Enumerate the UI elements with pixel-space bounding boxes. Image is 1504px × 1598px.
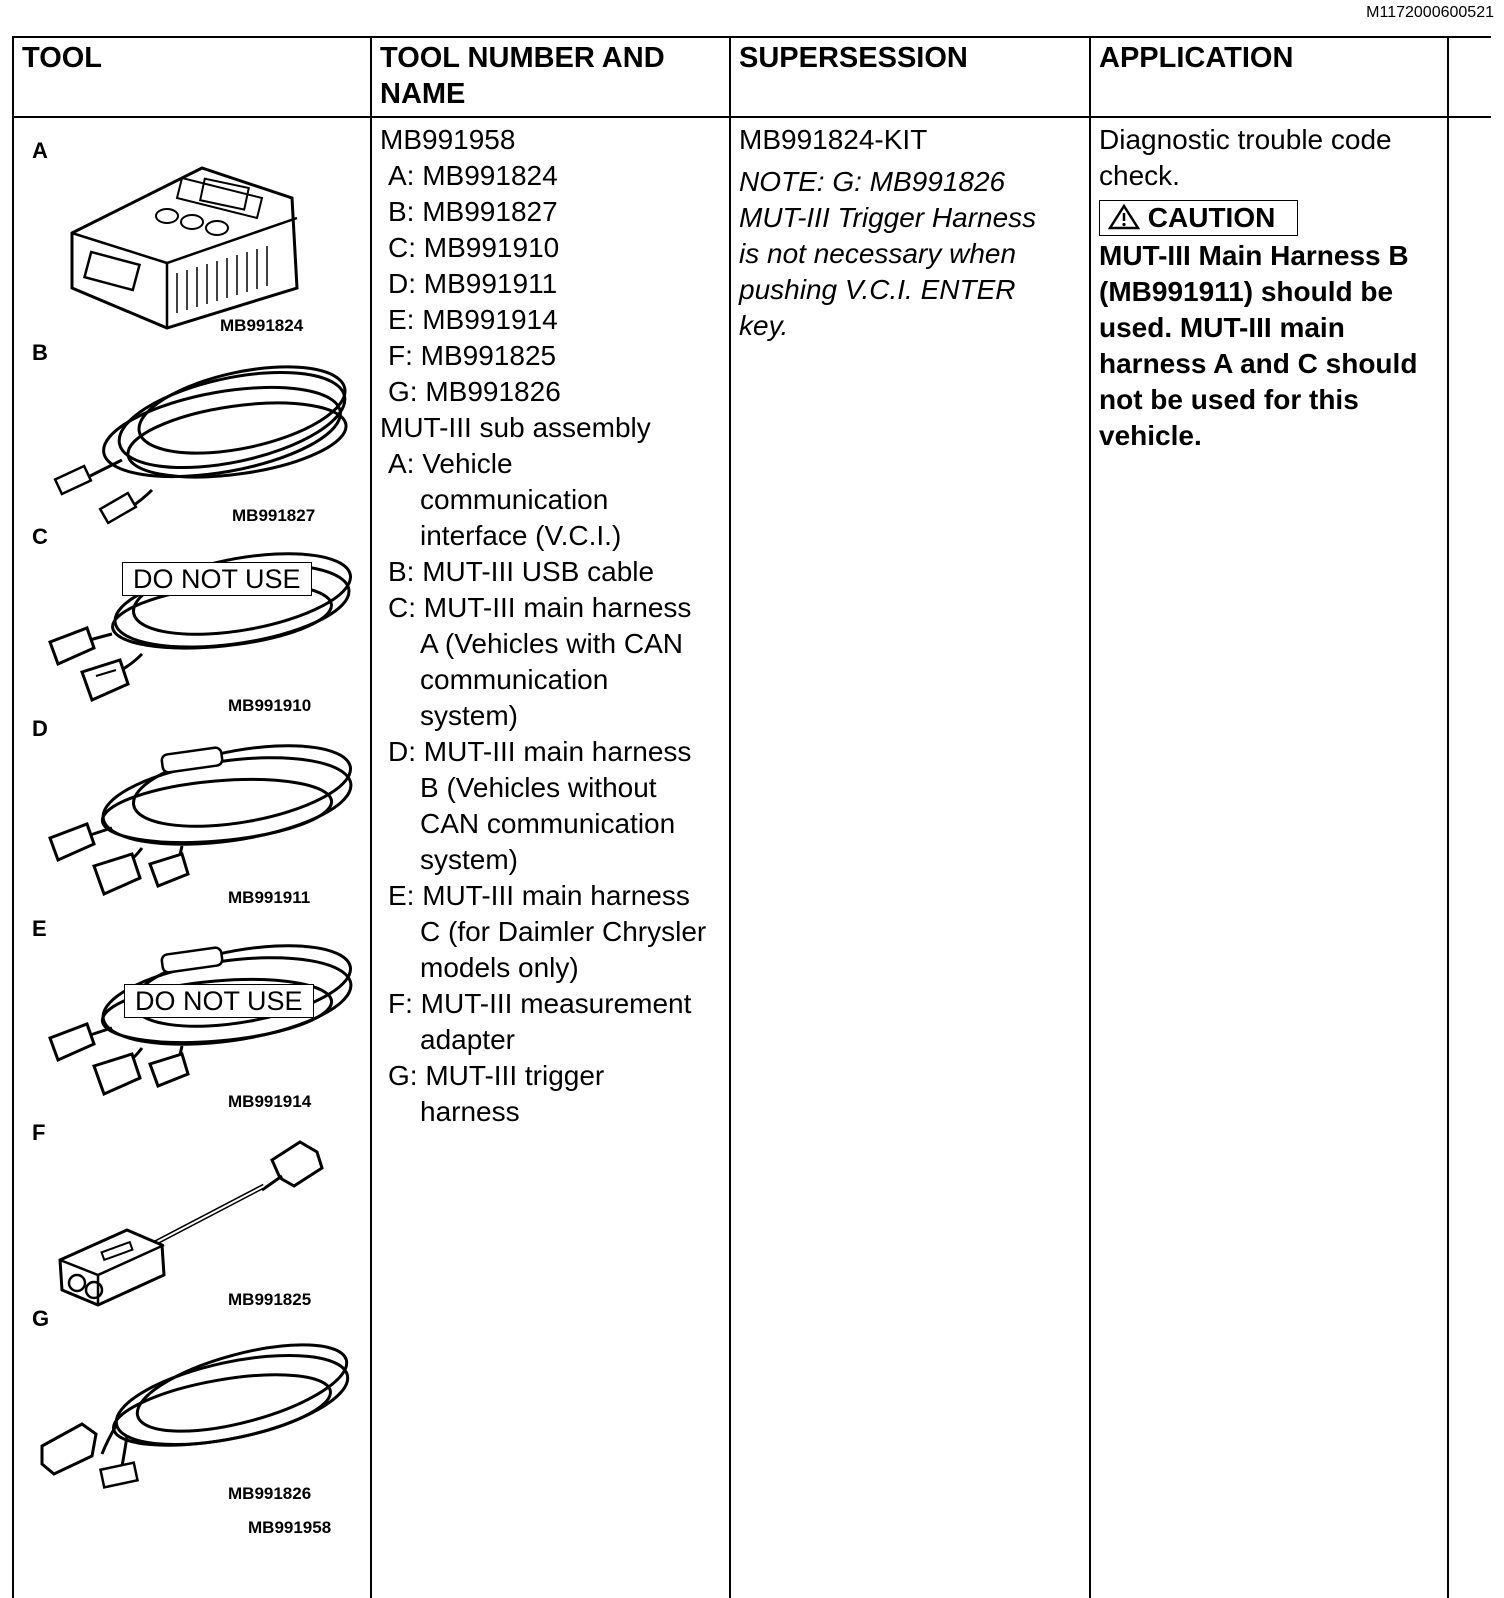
tool-letter: B <box>32 340 48 365</box>
list-item-continuation: C (for Daimler Chrysler <box>420 916 707 947</box>
list-item: C: MUT-III main harness <box>388 592 692 623</box>
main-harness-a-icon <box>32 524 366 716</box>
list-item: A: Vehicle <box>388 448 513 479</box>
supersession-kit: MB991824-KIT <box>739 124 928 155</box>
tool-part-number: MB991911 <box>228 888 311 907</box>
list-item: G: MUT-III trigger <box>388 1060 605 1091</box>
note-line: pushing V.C.I. ENTER <box>739 274 1016 305</box>
supersession-cell <box>739 122 1085 344</box>
application-line: Diagnostic trouble code <box>1099 124 1392 155</box>
tool-number-cell <box>380 122 726 1130</box>
note-line: is not necessary when <box>739 238 1017 269</box>
application-line: check. <box>1099 160 1180 191</box>
list-item-continuation: harness <box>420 1096 520 1127</box>
caution-line: harness A and C should <box>1099 348 1418 379</box>
note-line: key. <box>739 310 789 341</box>
list-item: G: MB991826 <box>388 376 561 407</box>
list-item: B: MB991827 <box>388 196 558 227</box>
tool-c <box>32 524 366 716</box>
header-tool: TOOL <box>22 42 103 74</box>
tool-part-number: MB991910 <box>228 696 312 715</box>
list-item-continuation: communication <box>420 484 609 515</box>
list-item: D: MB991911 <box>388 268 558 299</box>
list-item-continuation: B (Vehicles without <box>420 772 657 803</box>
list-item: E: MB991914 <box>388 304 558 335</box>
tool-b <box>32 340 366 530</box>
caution-line: used. MUT-III main <box>1099 312 1345 343</box>
part-number-list <box>380 158 726 410</box>
list-item: F: MUT-III measurement <box>388 988 692 1019</box>
sub-assembly-title: MUT-III sub assembly <box>380 412 651 443</box>
tool-letter: C <box>32 524 48 549</box>
vci-unit-icon <box>32 138 366 338</box>
tool-set-part-number: MB991958 <box>248 1518 332 1537</box>
tool-part-number: MB991826 <box>228 1484 312 1503</box>
tool-a <box>32 138 366 338</box>
special-tools-table <box>12 36 1491 1598</box>
sub-assembly-list <box>380 446 726 1130</box>
tool-f <box>32 1120 366 1310</box>
list-item-continuation: adapter <box>420 1024 515 1055</box>
caution-label-box <box>1099 200 1298 236</box>
tool-letter: E <box>32 916 47 941</box>
caution-text <box>1099 238 1445 454</box>
list-item: D: MUT-III main harness <box>388 736 692 767</box>
header-tool-number-and-name: TOOL NUMBER AND NAME <box>380 42 665 110</box>
trigger-harness-icon <box>32 1306 366 1502</box>
tool-letter: F <box>32 1120 46 1145</box>
tool-letter: G <box>32 1306 50 1331</box>
list-item-continuation: A (Vehicles with CAN <box>420 628 683 659</box>
tool-d <box>32 716 366 910</box>
do-not-use-label: DO NOT USE <box>122 562 312 596</box>
note-line: MUT-III Trigger Harness <box>739 202 1037 233</box>
list-item-continuation: models only) <box>420 952 579 983</box>
header-supersession: SUPERSESSION <box>739 42 968 74</box>
do-not-use-label: DO NOT USE <box>124 984 314 1018</box>
note-line: NOTE: G: MB991826 <box>739 166 1006 197</box>
tool-part-number: MB991825 <box>228 1290 312 1309</box>
supersession-note <box>739 164 1085 344</box>
caution-line: vehicle. <box>1099 420 1202 451</box>
list-item: F: MB991825 <box>388 340 557 371</box>
tool-part-number: MB991914 <box>228 1092 312 1111</box>
measurement-adapter-icon <box>32 1120 366 1310</box>
list-item-continuation: CAN communication <box>420 808 676 839</box>
list-item: B: MUT-III USB cable <box>388 556 655 587</box>
document-id: M1172000600521 <box>1366 4 1494 21</box>
list-item-continuation: system) <box>420 844 518 875</box>
list-item: E: MUT-III main harness <box>388 880 690 911</box>
caution-line: (MB991911) should be <box>1099 276 1394 307</box>
warning-triangle-icon <box>1108 204 1140 230</box>
tool-g <box>32 1306 366 1502</box>
list-item-continuation: communication <box>420 664 609 695</box>
tool-e <box>32 916 366 1112</box>
caution-label: CAUTION <box>1147 202 1276 233</box>
tool-letter: A <box>32 138 48 163</box>
main-harness-b-icon <box>32 716 366 910</box>
list-item-continuation: interface (V.C.I.) <box>420 520 622 551</box>
tool-part-number: MB991827 <box>232 506 316 525</box>
tool-letter: D <box>32 716 48 741</box>
kit-number: MB991958 <box>380 124 516 155</box>
caution-line: not be used for this <box>1099 384 1359 415</box>
list-item: C: MB991910 <box>388 232 560 263</box>
list-item-continuation: system) <box>420 700 518 731</box>
list-item: A: MB991824 <box>388 160 558 191</box>
usb-cable-icon <box>32 340 366 530</box>
application-cell <box>1099 122 1445 454</box>
header-application: APPLICATION <box>1099 42 1294 74</box>
tool-part-number: MB991824 <box>220 316 304 335</box>
caution-line: MUT-III Main Harness B <box>1099 240 1409 271</box>
